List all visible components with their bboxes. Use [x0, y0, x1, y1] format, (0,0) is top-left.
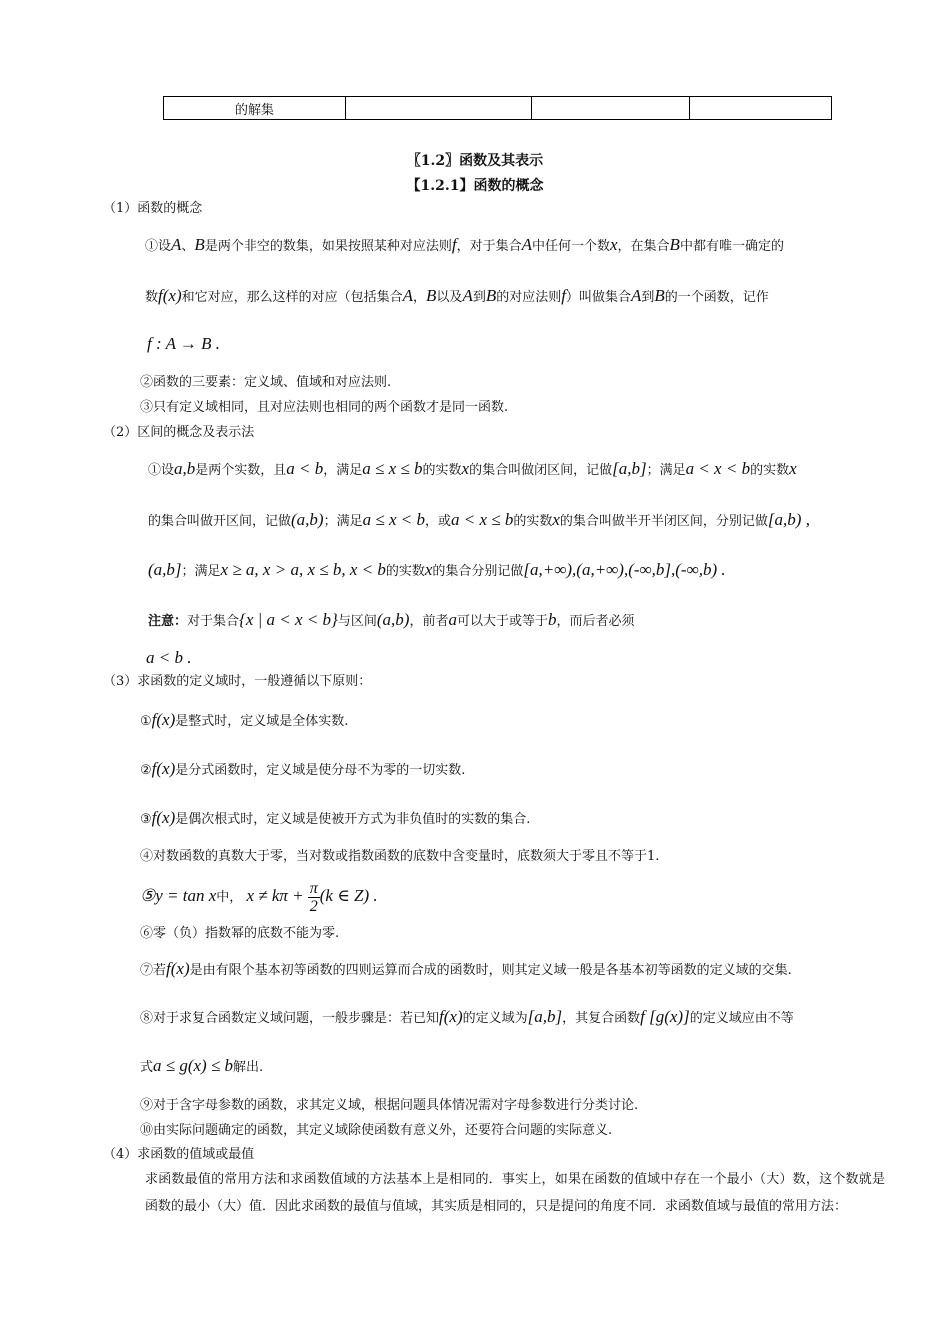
s3-item7: ⑦若f(x)是由有限个基本初等函数的四则运算而合成的函数时，则其定义域一般是各基本初等函数的定义域的交集.: [140, 959, 792, 978]
subsection-title: 【1.2.1】函数的概念: [406, 178, 544, 194]
fraction-pi-over-2: $\frac{\pi}{2}$: [309, 880, 318, 915]
s3-item4: ④对数函数的真数大于零，当对数或指数函数的底数中含变量时，底数须大于零且不等于1.: [140, 849, 660, 864]
table-cell: [346, 97, 532, 120]
domain-table-fragment: [163, 96, 832, 120]
s1-item3: ③只有定义域相同，且对应法则也相同的两个函数才是同一函数.: [140, 400, 509, 415]
s2-line1: ①设a,b是两个实数，且a < b，满足a ≤ x ≤ b的实数x的集合叫做闭区间，记做[a,b]；满足a < x < b的实数x: [148, 459, 797, 478]
s2-line2: 的集合叫做开区间，记做(a,b)；满足a ≤ x < b，或a < x ≤ b的实数x的集合叫做半开半闭区间，分别记做[a,b) ,: [148, 510, 810, 529]
s3-item8-line1: ⑧对于求复合函数定义域问题，一般步骤是：若已知f(x)的定义域为[a,b]，其复合函数f [g(x)]的定义域应由不等: [140, 1007, 794, 1026]
s3-item5: ⑤y = tan x中， x ≠ kπ + $\frac{\pi}{2}$ (k ∈ Z) .: [140, 880, 378, 915]
s3-item2: ②f(x)是分式函数时，定义域是使分母不为零的一切实数.: [140, 759, 466, 778]
s1-item1-line2: 数f(x)和它对应，那么这样的对应（包括集合A，B以及A到B的对应法则f）叫做集合A到B的一个函数，记作: [145, 286, 769, 305]
s3-item8-line2: 式a ≤ g(x) ≤ b解出.: [140, 1056, 264, 1075]
section-title: 〖1.2〗函数及其表示: [406, 153, 544, 169]
s2-line3: (a,b]；满足x ≥ a, x > a, x ≤ b, x < b的实数x的集合分别记做[a,+∞),(a,+∞),(-∞,b],(-∞,b) .: [148, 560, 726, 579]
heading-s3: （3）求函数的定义域时，一般遵循以下原则：: [103, 674, 372, 689]
table-cell: 的解集: [164, 97, 346, 120]
heading-s2: （2）区间的概念及表示法: [103, 425, 255, 440]
s1-item1-line1: ①设A、B是两个非空的数集，如果按照某种对应法则f，对于集合A中任何一个数x，在集合B中都有唯一确定的: [145, 235, 784, 254]
heading-s4: （4）求函数的值域或最值: [103, 1147, 255, 1162]
s3-item3: ③f(x)是偶次根式时，定义域是使被开方式为非负值时的实数的集合.: [140, 808, 531, 827]
s3-item9: ⑨对于含字母参数的函数，求其定义域，根据问题具体情况需对字母参数进行分类讨论.: [140, 1098, 639, 1113]
s2-note: 注意：对于集合{x | a < x < b}与区间(a,b)，前者a可以大于或等于b，而后者必须: [148, 610, 635, 629]
s1-item2: ②函数的三要素：定义域、值域和对应法则.: [140, 375, 392, 390]
s1-map-formula: f : A → B .: [147, 334, 221, 353]
table-cell: [690, 97, 832, 120]
s2-note-end: a < b .: [146, 648, 192, 667]
s3-item6: ⑥零（负）指数幂的底数不能为零.: [140, 926, 340, 941]
s3-item10: ⑩由实际问题确定的函数，其定义域除使函数有意义外，还要符合问题的实际意义.: [140, 1123, 613, 1138]
s4-paragraph: 求函数最值的常用方法和求函数值域的方法基本上是相同的．事实上，如果在函数的值域中存在一个最小（大）数，这个数就是函数的最小（大）值．因此求函数的最值与值域，其实质是相同的，只是提问的角度不同．求函数值域与最值的常用方法：: [145, 1172, 885, 1214]
heading-s1: （1）函数的概念: [103, 201, 203, 216]
table-cell: [532, 97, 690, 120]
s3-item1: ①f(x)是整式时，定义域是全体实数.: [140, 710, 349, 729]
